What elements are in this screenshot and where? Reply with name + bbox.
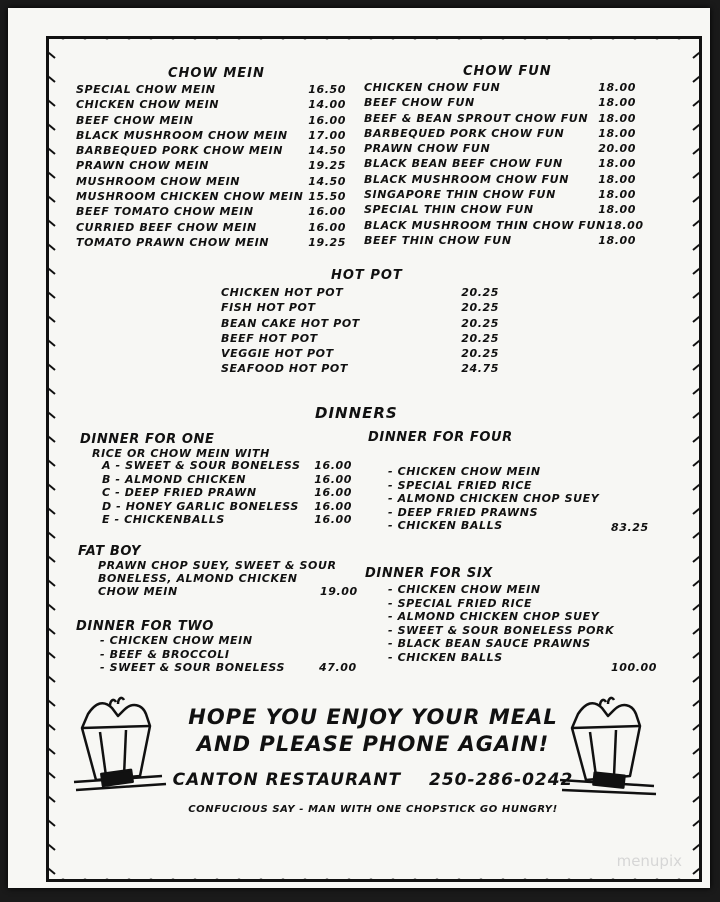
menu-item-row xyxy=(364,187,636,202)
menu-item-name: BLACK MUSHROOM CHOW MEIN xyxy=(76,128,288,142)
dinner-for-two-title: DINNER FOR TWO xyxy=(76,619,214,634)
hot-pot-heading: HOT POT xyxy=(331,268,403,283)
dinner-for-six-price: 100.00 xyxy=(611,661,658,674)
menu-item-name: SINGAPORE THIN CHOW FUN xyxy=(364,188,556,202)
menu-item-row xyxy=(76,97,346,112)
menu-item-price: 16.00 xyxy=(308,220,346,234)
menu-item-price: 20.25 xyxy=(461,316,499,330)
menu-item-name: BARBEQUED PORK CHOW FUN xyxy=(364,126,565,140)
dinner-for-four-list xyxy=(388,465,599,533)
menu-item-name: BEEF THIN CHOW FUN xyxy=(364,233,512,247)
dinner-item: - BLACK BEAN SAUCE PRAWNS xyxy=(388,637,591,650)
menu-item-price: 20.00 xyxy=(598,142,636,156)
menu-item-row xyxy=(102,513,352,527)
menu-item-row xyxy=(76,189,346,204)
menu-item-row xyxy=(76,113,346,128)
menu-item-row xyxy=(76,143,346,158)
dinner-item: - CHICKEN BALLS xyxy=(388,519,503,532)
menu-item-price: 18.00 xyxy=(598,188,636,202)
menu-item-price: 20.25 xyxy=(461,286,499,299)
dinner-for-six-title: DINNER FOR SIX xyxy=(365,566,493,581)
menu-item-row xyxy=(76,174,346,189)
menu-item-name: VEGGIE HOT POT xyxy=(221,347,334,361)
chow-fun-list xyxy=(364,80,644,248)
hot-pot-list xyxy=(221,285,499,377)
menu-item-name: A - SWEET & SOUR BONELESS xyxy=(102,459,301,472)
menu-item-name: SPECIAL CHOW MEIN xyxy=(76,83,216,96)
menu-item-price: 16.50 xyxy=(308,83,346,96)
menu-item-row xyxy=(221,300,499,315)
menu-item-name: BEAN CAKE HOT POT xyxy=(221,316,360,330)
menu-item-price: 17.00 xyxy=(308,128,346,142)
dinner-for-six-list xyxy=(388,583,614,664)
menu-item-row xyxy=(221,361,499,376)
menu-item-row xyxy=(364,156,636,171)
menu-item-row xyxy=(221,285,499,300)
menu-item-row xyxy=(76,82,346,97)
fat-boy-line-2: BONELESS, ALMOND CHICKEN xyxy=(98,572,298,585)
dinner-item: - SPECIAL FRIED RICE xyxy=(388,596,533,610)
dinner-item: - CHICKEN CHOW MEIN xyxy=(388,583,541,596)
menu-item-price: 19.25 xyxy=(308,235,346,249)
fat-boy-title: FAT BOY xyxy=(78,544,142,559)
menu-item-name: BLACK MUSHROOM CHOW FUN xyxy=(364,172,569,186)
menu-item-price: 18.00 xyxy=(598,172,636,186)
menu-item-price: 18.00 xyxy=(598,203,636,217)
menu-item-row xyxy=(364,202,636,217)
dinner-item: - BEEF & BROCCOLI xyxy=(100,647,230,661)
slogan-line-2: AND PLEASE PHONE AGAIN! xyxy=(196,732,550,756)
menu-item-name: CHICKEN HOT POT xyxy=(221,286,344,299)
menu-item-price: 20.25 xyxy=(461,347,499,361)
menu-page xyxy=(8,8,710,888)
menu-item-price: 14.00 xyxy=(308,98,346,112)
dinner-item: - SWEET & SOUR BONELESS xyxy=(100,661,285,674)
menu-item-name: CHICKEN CHOW FUN xyxy=(364,81,501,94)
menu-item-row xyxy=(364,111,636,126)
menu-item-row xyxy=(221,331,499,346)
menu-item-name: TOMATO PRAWN CHOW MEIN xyxy=(76,235,270,249)
menu-item-row xyxy=(364,233,636,248)
restaurant-contact xyxy=(158,770,588,790)
menu-item-row xyxy=(76,128,346,143)
menu-item-name: CURRIED BEEF CHOW MEIN xyxy=(76,220,257,234)
menu-item-price: 14.50 xyxy=(308,144,346,158)
dinner-for-one-list xyxy=(102,459,352,527)
menu-item-price: 16.00 xyxy=(314,459,352,472)
dinner-item: - DEEP FRIED PRAWNS xyxy=(388,505,539,519)
dinner-for-two-list xyxy=(100,634,285,675)
chow-fun-heading: CHOW FUN xyxy=(463,64,552,79)
dinner-for-one-subtitle: RICE OR CHOW MEIN WITH xyxy=(92,447,270,460)
menu-item-price: 24.75 xyxy=(461,362,499,376)
menu-item-name: CHICKEN CHOW MEIN xyxy=(76,98,220,112)
menu-item-price: 15.50 xyxy=(308,190,346,204)
menu-item-name: MUSHROOM CHOW MEIN xyxy=(76,174,241,188)
menu-item-row xyxy=(102,500,352,514)
menu-item-name: MUSHROOM CHICKEN CHOW MEIN xyxy=(76,190,304,204)
menu-item-price: 18.00 xyxy=(598,96,636,110)
restaurant-name: CANTON RESTAURANT xyxy=(172,770,402,790)
menu-item-price: 16.00 xyxy=(308,205,346,219)
fat-boy-price: 19.00 xyxy=(320,585,358,598)
dinner-for-one-title xyxy=(80,432,214,447)
menu-item-row xyxy=(364,95,636,110)
dinner-for-four-title: DINNER FOR FOUR xyxy=(368,430,513,445)
menu-item-row xyxy=(102,459,352,473)
menu-item-row xyxy=(76,158,346,173)
menu-item-name: B - ALMOND CHICKEN xyxy=(102,472,247,486)
menu-item-name: C - DEEP FRIED PRAWN xyxy=(102,486,257,500)
menu-item-row xyxy=(221,346,499,361)
menu-item-row xyxy=(102,486,352,500)
menu-item-price: 18.00 xyxy=(598,126,636,140)
menu-item-row xyxy=(364,218,644,233)
confucius-saying: CONFUCIOUS SAY - MAN WITH ONE CHOPSTICK GO HUNGRY! xyxy=(188,804,558,815)
menu-item-name: BEEF CHOW FUN xyxy=(364,96,475,110)
menu-item-price: 16.00 xyxy=(314,513,352,527)
menu-item-row xyxy=(76,235,346,250)
menu-item-name: BEEF & BEAN SPROUT CHOW FUN xyxy=(364,111,589,125)
menu-item-name: SEAFOOD HOT POT xyxy=(221,362,348,376)
menu-item-name: SPECIAL THIN CHOW FUN xyxy=(364,203,534,217)
menu-item-price: 20.25 xyxy=(461,331,499,345)
menu-item-name: BEEF CHOW MEIN xyxy=(76,113,194,127)
menu-item-price: 18.00 xyxy=(598,111,636,125)
menu-item-name: FISH HOT POT xyxy=(221,301,316,315)
menu-item-row xyxy=(76,220,346,235)
menu-item-row xyxy=(364,172,636,187)
dinner-item: - SWEET & SOUR BONELESS PORK xyxy=(388,623,615,637)
menu-item-row xyxy=(364,141,636,156)
menu-item-price: 16.00 xyxy=(314,472,352,486)
dinner-item: - CHICKEN CHOW MEIN xyxy=(100,634,253,647)
dinners-heading: DINNERS xyxy=(315,404,398,422)
menu-item-price: 16.00 xyxy=(314,499,352,513)
menu-item-name: D - HONEY GARLIC BONELESS xyxy=(102,499,299,513)
menu-item-price: 18.00 xyxy=(598,81,636,94)
slogan-line-1: HOPE YOU ENJOY YOUR MEAL xyxy=(188,705,558,729)
menu-item-row xyxy=(364,80,636,95)
dinner-item: - SPECIAL FRIED RICE xyxy=(388,478,533,492)
menu-item-name: BARBEQUED PORK CHOW MEIN xyxy=(76,144,284,158)
menu-item-price: 20.25 xyxy=(461,301,499,315)
menu-item-name: PRAWN CHOW FUN xyxy=(364,142,491,156)
fat-boy-line-3: CHOW MEIN xyxy=(98,585,178,598)
dinner-for-one-title-text: DINNER FOR ONE xyxy=(80,432,215,447)
dinner-item: - ALMOND CHICKEN CHOP SUEY xyxy=(388,492,600,505)
menu-item-price: 14.50 xyxy=(308,174,346,188)
menu-item-name: E - CHICKENBALLS xyxy=(102,513,225,527)
menu-item-name: BLACK MUSHROOM THIN CHOW FUN xyxy=(364,218,606,232)
menu-item-name: BEEF TOMATO CHOW MEIN xyxy=(76,205,254,219)
fat-boy-line-1: PRAWN CHOP SUEY, SWEET & SOUR xyxy=(98,559,337,572)
menu-item-row xyxy=(76,204,346,219)
menu-item-price: 18.00 xyxy=(598,233,636,247)
dinner-item: - ALMOND CHICKEN CHOP SUEY xyxy=(388,610,600,623)
chow-mein-heading: CHOW MEIN xyxy=(168,66,265,81)
watermark: menupix xyxy=(616,852,682,870)
dinner-item: - CHICKEN CHOW MEIN xyxy=(388,465,541,478)
menu-item-price: 16.00 xyxy=(314,486,352,500)
menu-item-price: 18.00 xyxy=(598,157,636,171)
dinner-item: - CHICKEN BALLS xyxy=(388,650,503,664)
menu-item-name: PRAWN CHOW MEIN xyxy=(76,159,209,173)
menu-item-price: 16.00 xyxy=(308,113,346,127)
dinner-for-two-price: 47.00 xyxy=(319,661,357,674)
dinner-for-four-price: 83.25 xyxy=(611,521,649,534)
menu-item-row xyxy=(221,316,499,331)
menu-item-row xyxy=(364,126,636,141)
menu-item-name: BLACK BEAN BEEF CHOW FUN xyxy=(364,157,563,171)
menu-item-name: BEEF HOT POT xyxy=(221,331,318,345)
menu-item-price: 18.00 xyxy=(605,218,644,232)
chow-mein-list xyxy=(76,82,346,250)
restaurant-phone: 250-286-0242 xyxy=(428,770,574,790)
menu-item-price: 19.25 xyxy=(308,159,346,173)
menu-item-row xyxy=(102,473,352,487)
